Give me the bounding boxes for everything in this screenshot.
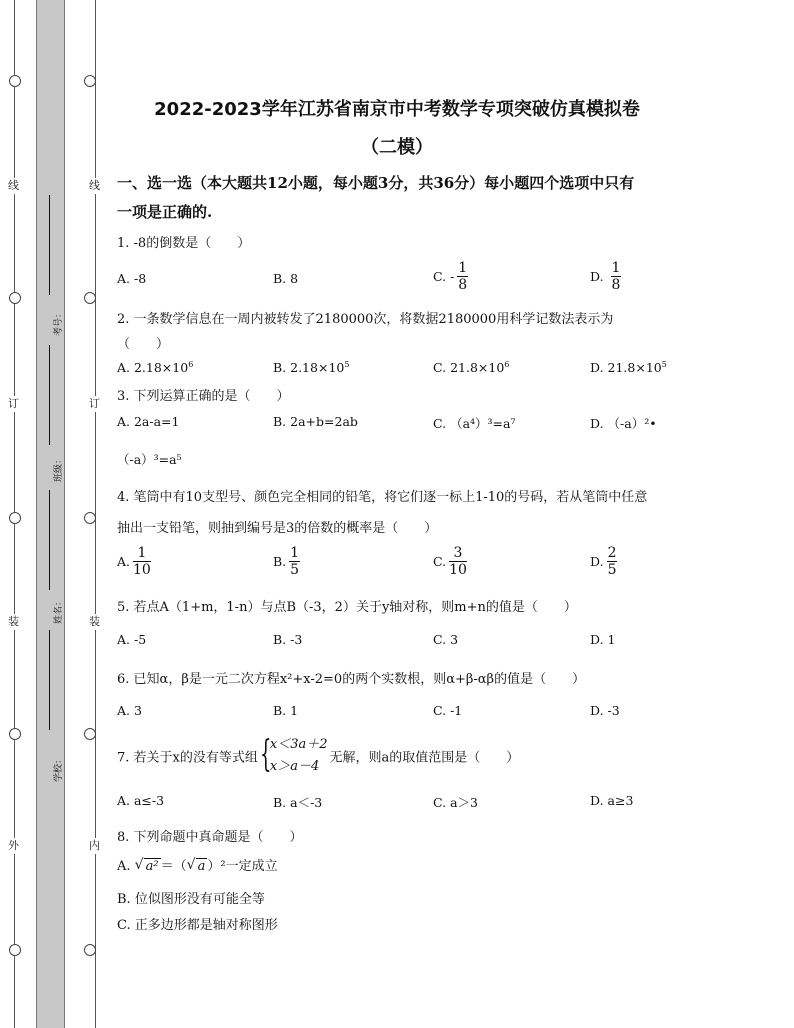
radical-sign-icon: √ (186, 857, 196, 873)
binding-hole-circle (9, 728, 21, 740)
q6-option-c: C. -1 (433, 703, 463, 718)
q4-option-b-label: B. (273, 554, 287, 569)
q4-option-d (590, 545, 617, 578)
section-heading: 一、选一选（本大题共12小题，每小题3分，共36分）每小题四个选项中只有 (117, 174, 635, 192)
q4-option-c-label: C. (433, 554, 447, 569)
q8-option-a-label: A. (117, 859, 131, 874)
q3-option-d: D. （-a）²• (590, 416, 657, 431)
denominator: 10 (133, 562, 151, 578)
exponent: 6 (504, 360, 510, 369)
q4-option-a-fraction (133, 545, 151, 578)
q2-option-c-text: C. 21.8×10 (433, 360, 505, 376)
q1-option-c-fraction (457, 260, 468, 293)
radicand: a² (145, 859, 159, 874)
field-label-exam-number: 考号： (54, 308, 65, 337)
binding-hole-circle (84, 728, 96, 740)
margin-char-wai: 外 (8, 839, 19, 852)
q7-option-b: B. a＜-3 (273, 795, 323, 810)
inequality-2: x＞a－4 (269, 759, 320, 774)
denominator: 5 (290, 562, 300, 578)
page-title: 2022-2023学年江苏省南京市中考数学专项突破仿真模拟卷 (154, 99, 640, 120)
q4-option-a-label: A. (117, 554, 131, 569)
q7-stem-suffix: 无解，则a的取值范围是（ ） (329, 750, 520, 766)
q5-option-d: D. 1 (590, 632, 616, 647)
fill-line-name (49, 490, 50, 590)
q7-option-c: C. a＞3 (433, 795, 478, 810)
fill-line-school (49, 630, 50, 730)
numerator: 1 (133, 545, 151, 562)
field-label-class: 班级： (54, 454, 65, 483)
numerator: 1 (290, 545, 300, 561)
numerator: 1 (458, 260, 468, 276)
binding-hole-circle (9, 512, 21, 524)
q8-option-b: B. 位似图形没有可能全等 (117, 892, 265, 907)
question-6-stem: 6. 已知α，β是一元二次方程x²+x-2=0的两个实数根，则α+β-αβ的值是（ ） (117, 672, 586, 687)
inequality-1: x＜3a＋2 (269, 737, 328, 752)
margin-char-nei: 内 (89, 839, 100, 852)
q6-option-d: D. -3 (590, 703, 620, 718)
field-label-school: 学校： (54, 754, 65, 783)
q4-option-a (117, 545, 151, 578)
q1-option-c-prefix: C. - (433, 269, 455, 284)
q5-option-b: B. -3 (273, 632, 303, 647)
q8-option-c: C. 正多边形都是轴对称图形 (117, 918, 278, 933)
fill-line-exam-number (49, 195, 50, 295)
question-2-stem-cont: （ ） (117, 337, 170, 352)
margin-char-zhuang: 装 (8, 615, 19, 628)
q6-option-a: A. 3 (117, 703, 142, 718)
fill-line-class (49, 345, 50, 445)
denominator: 5 (607, 562, 617, 578)
q2-option-b (273, 360, 349, 375)
q2-option-b-text: B. 2.18×10 (273, 360, 345, 376)
square-root (135, 859, 161, 874)
question-3-stem: 3. 下列运算正确的是（ ） (117, 389, 290, 404)
binding-hole-circle (84, 512, 96, 524)
section-heading-cont: 一项是正确的. (117, 203, 213, 221)
denominator: 8 (458, 277, 468, 293)
q8-option-a-mid: ＝（ (160, 859, 187, 874)
q4-option-c (433, 545, 467, 578)
binding-hole-circle (84, 292, 96, 304)
margin-char-xian: 线 (89, 179, 100, 192)
margin-char-ding: 订 (89, 397, 100, 410)
q6-option-b: B. 1 (273, 703, 299, 718)
margin-char-xian: 线 (8, 179, 19, 192)
square-root (187, 859, 208, 874)
q1-option-d (590, 260, 621, 293)
q3-option-b: B. 2a+b=2ab (273, 414, 358, 429)
q2-option-c (433, 360, 509, 375)
question-4-stem-cont: 抽出一支铅笔，则抽到编号是3的倍数的概率是（ ） (117, 521, 438, 536)
q2-option-a (117, 360, 193, 375)
q1-option-b: B. 8 (273, 271, 299, 286)
q1-option-d-prefix: D. (590, 269, 608, 284)
question-7-stem (117, 734, 519, 778)
q3-option-a: A. 2a-a=1 (117, 414, 180, 429)
q1-option-c (433, 260, 468, 293)
inequality-system (260, 734, 328, 778)
exponent: 5 (344, 360, 350, 369)
denominator: 10 (449, 562, 467, 578)
q4-option-b (273, 545, 300, 578)
q7-option-d: D. a≥3 (590, 793, 634, 808)
exponent: 5 (661, 360, 667, 369)
binding-hole-circle (9, 944, 21, 956)
radical-sign-icon: √ (134, 857, 144, 873)
question-1-stem: 1. -8的倒数是（ ） (117, 236, 251, 251)
numerator: 3 (449, 545, 467, 562)
q7-stem-prefix: 7. 若关于x的没有等式组 (117, 750, 258, 766)
numerator: 2 (607, 545, 617, 561)
q3-option-d-cont: （-a）³=a⁵ (117, 452, 182, 467)
q1-option-a: A. -8 (117, 271, 147, 286)
brace-icon: { (259, 734, 272, 775)
question-8-stem: 8. 下列命题中真命题是（ ） (117, 830, 303, 845)
radicand: a (197, 859, 206, 874)
q8-option-a-suffix: ）²一定成立 (207, 859, 278, 874)
q2-option-a-text: A. 2.18×10 (117, 360, 189, 376)
q3-option-c: C. （a⁴）³=a⁷ (433, 416, 516, 431)
field-label-name: 姓名： (54, 596, 65, 625)
exponent: 6 (188, 360, 194, 369)
margin-char-ding: 订 (8, 397, 19, 410)
binding-hole-circle (9, 292, 21, 304)
q1-option-d-fraction (611, 260, 622, 293)
q8-option-a (117, 855, 278, 874)
question-5-stem: 5. 若点A（1+m，1-n）与点B（-3，2）关于y轴对称，则m+n的值是（ ） (117, 600, 577, 615)
q5-option-a: A. -5 (117, 632, 147, 647)
q4-option-d-fraction (607, 545, 618, 578)
q4-option-c-fraction (449, 545, 467, 578)
page-subtitle: （二模） (361, 137, 433, 158)
numerator: 1 (611, 260, 621, 276)
question-2-stem: 2. 一条数学信息在一周内被转发了2180000次，将数据2180000用科学记数法表示为 (117, 312, 614, 327)
binding-hole-circle (84, 75, 96, 87)
q4-option-d-label: D. (590, 554, 604, 569)
binding-hole-circle (9, 75, 21, 87)
q7-option-a: A. a≤-3 (117, 793, 165, 808)
question-4-stem: 4. 笔筒中有10支型号、颜色完全相同的铅笔，将它们逐一标上1-10的号码，若从笔筒中任意 (117, 490, 648, 505)
denominator: 8 (611, 277, 621, 293)
q5-option-c: C. 3 (433, 632, 459, 647)
q2-option-d (590, 360, 667, 375)
margin-char-zhuang: 装 (89, 615, 100, 628)
q4-option-b-fraction (289, 545, 300, 578)
binding-hole-circle (84, 944, 96, 956)
q2-option-d-text: D. 21.8×10 (590, 360, 662, 376)
